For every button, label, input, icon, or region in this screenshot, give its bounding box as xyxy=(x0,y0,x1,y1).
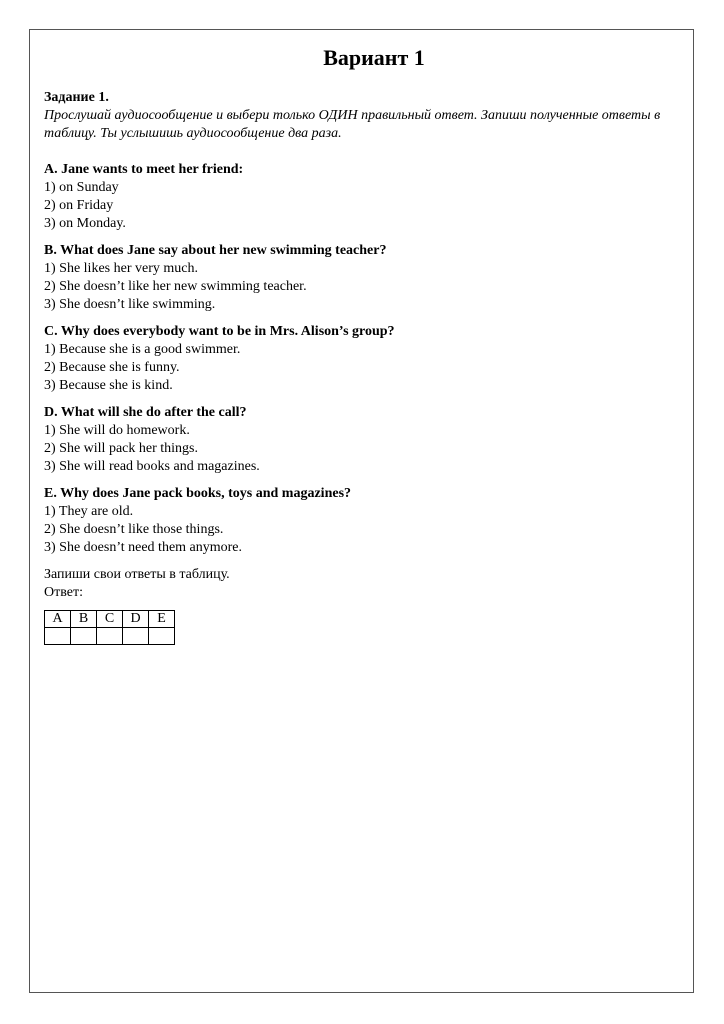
answer-option: 1) Because she is a good swimmer. xyxy=(44,342,241,357)
answer-table-header-row xyxy=(45,611,175,628)
task-instruction: Прослушай аудиосообщение и выбери только ОДИН правильный ответ. Запиши полученные ответы в таблицу. Ты услышишь аудиосообщение два раза. xyxy=(44,108,661,141)
question-a xyxy=(44,161,684,233)
answer-option: 2) She doesn’t like her new swimming teacher. xyxy=(44,279,307,294)
answer-table-header: C xyxy=(97,611,123,628)
answer-label: Ответ: xyxy=(44,585,83,600)
question-d xyxy=(44,404,684,476)
answer-cell-c[interactable] xyxy=(97,628,123,645)
answer-option: 2) on Friday xyxy=(44,198,114,213)
question-text: E. Why does Jane pack books, toys and magazines? xyxy=(44,486,352,501)
answer-option: 3) on Monday. xyxy=(44,216,126,231)
answer-option: 3) She will read books and magazines. xyxy=(44,459,260,474)
answer-cell-a[interactable] xyxy=(45,628,71,645)
task-label: Задание 1. xyxy=(44,90,109,105)
answer-option: 2) She will pack her things. xyxy=(44,441,198,456)
question-c xyxy=(44,323,684,395)
answer-table-header: E xyxy=(149,611,175,628)
question-e xyxy=(44,485,684,557)
answer-option: 1) She likes her very much. xyxy=(44,261,198,276)
worksheet xyxy=(44,44,684,645)
answer-option: 1) They are old. xyxy=(44,504,134,519)
answer-option: 3) She doesn’t like swimming. xyxy=(44,297,216,312)
answer-option: 1) She will do homework. xyxy=(44,423,190,438)
question-text: D. What will she do after the call? xyxy=(44,405,247,420)
answer-option: 1) on Sunday xyxy=(44,180,119,195)
answer-table-header: A xyxy=(45,611,71,628)
answer-table-header: B xyxy=(71,611,97,628)
answer-cell-e[interactable] xyxy=(149,628,175,645)
question-text: B. What does Jane say about her new swimming teacher? xyxy=(44,243,387,258)
answer-option: 3) Because she is kind. xyxy=(44,378,173,393)
answer-cell-d[interactable] xyxy=(123,628,149,645)
question-text: A. Jane wants to meet her friend: xyxy=(44,162,244,177)
answer-table-input-row xyxy=(45,628,175,645)
answer-cell-b[interactable] xyxy=(71,628,97,645)
answer-option: 2) Because she is funny. xyxy=(44,360,180,375)
answer-table-header: D xyxy=(123,611,149,628)
answer-option: 2) She doesn’t like those things. xyxy=(44,522,224,537)
answer-option: 3) She doesn’t need them anymore. xyxy=(44,540,243,555)
question-b xyxy=(44,242,684,314)
question-text: C. Why does everybody want to be in Mrs. Alison’s group? xyxy=(44,324,395,339)
table-instruction: Запиши свои ответы в таблицу. xyxy=(44,567,230,582)
answer-table xyxy=(44,610,175,645)
page-title: Вариант 1 xyxy=(323,45,425,70)
